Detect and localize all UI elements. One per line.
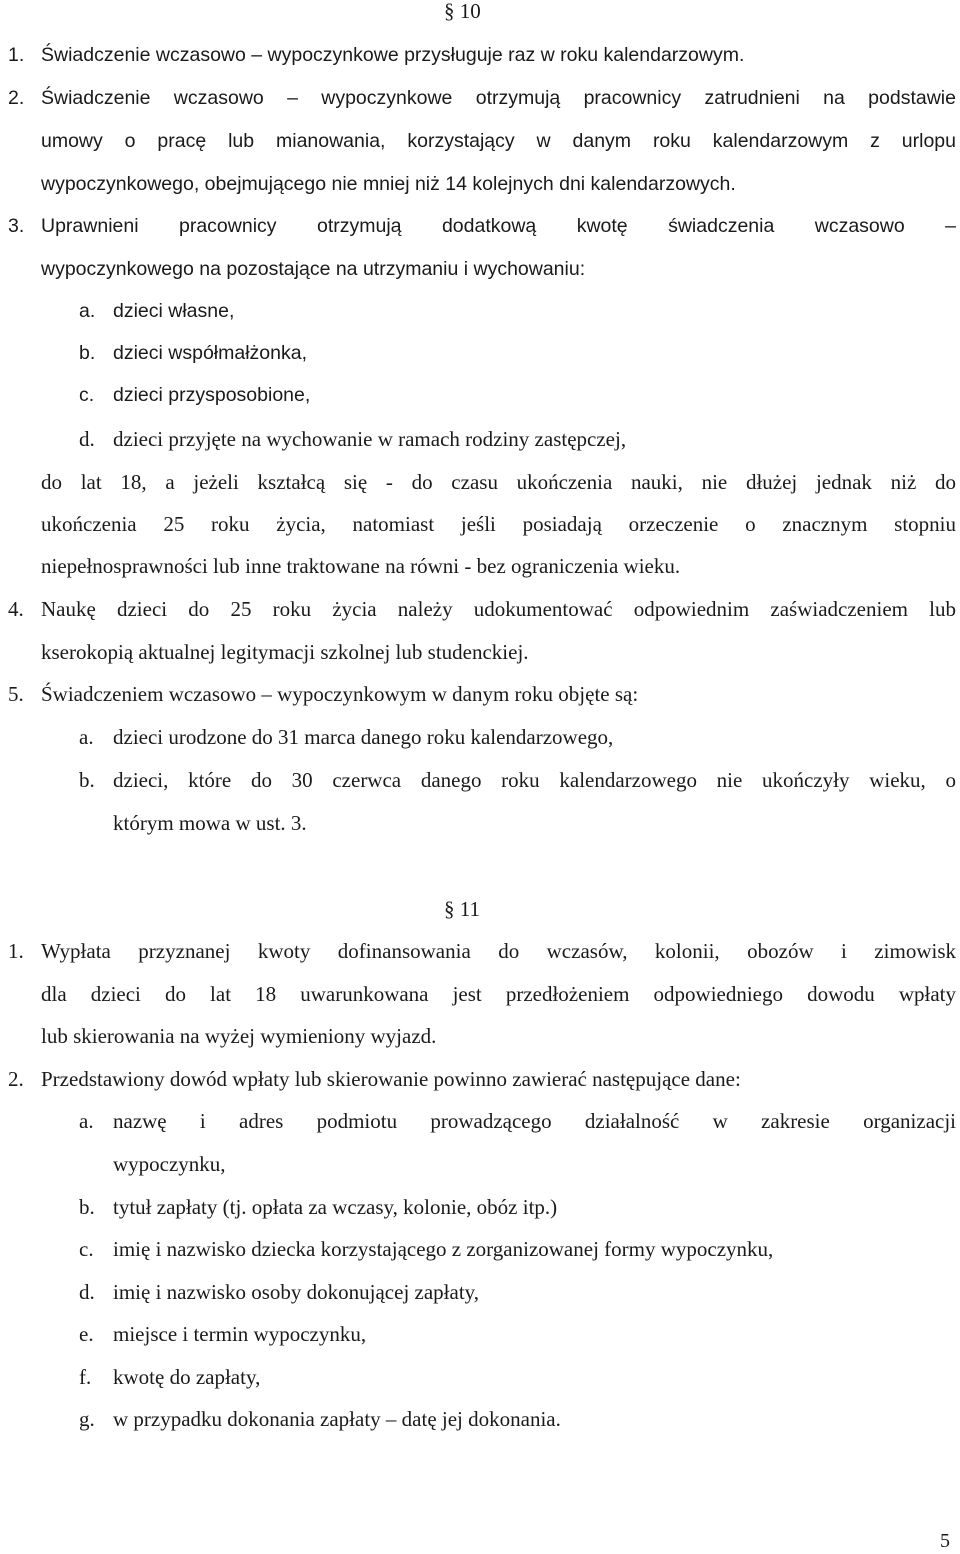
item-number: 4. [8,597,24,621]
subitem-letter: c. [79,384,95,406]
section-heading-11: § 11 [444,897,480,921]
subitem-text: dzieci przysposobione, [113,384,311,406]
subitem-text: dzieci urodzone do 31 marca danego roku kalendarzowego, [113,725,614,749]
item-number: 5. [8,682,24,706]
paragraph-line: ukończenia 25 roku życia, natomiast jeśli posiadają orzeczenie o znacznym stopniu [41,512,956,536]
paragraph-line: dla dzieci do lat 18 uwarunkowana jest przedłożeniem odpowiedniego dowodu wpłaty [41,982,956,1006]
paragraph-line: wypoczynkowego na pozostające na utrzymaniu i wychowaniu: [41,258,586,280]
subitem-text: kwotę do zapłaty, [113,1365,261,1389]
item-number: 3. [8,215,25,237]
subitem-letter: a. [79,725,94,749]
subitem-text: imię i nazwisko osoby dokonującej zapłaty, [113,1280,480,1304]
subitem-text: nazwę i adres podmiotu prowadzącego działalność w zakresie organizacji [113,1109,956,1133]
item-number: 1. [8,939,24,963]
item-number: 1. [8,44,25,66]
subitem-letter: b. [79,1195,95,1219]
subitem-text: którym mowa w ust. 3. [113,811,307,835]
paragraph-line: Świadczenie wczasowo – wypoczynkowe otrzymują pracownicy zatrudnieni na podstawie [41,87,956,109]
subitem-letter: d. [79,1280,95,1304]
paragraph-line: Wypłata przyznanej kwoty dofinansowania do wczasów, kolonii, obozów i zimowisk [41,939,956,963]
subitem-letter: g. [79,1407,95,1431]
paragraph-line: lub skierowania na wyżej wymieniony wyjazd. [41,1024,437,1048]
subitem-text: wypoczynku, [113,1152,226,1176]
subitem-letter: b. [79,768,95,792]
subitem-text: w przypadku dokonania zapłaty – datę jej dokonania. [113,1407,561,1431]
subitem-text: dzieci, które do 30 czerwca danego roku kalendarzowego nie ukończyły wieku, o [113,768,956,792]
paragraph-line: Uprawnieni pracownicy otrzymują dodatkową kwotę świadczenia wczasowo – [41,215,956,237]
subitem-letter: a. [79,1109,94,1133]
paragraph-line: Świadczeniem wczasowo – wypoczynkowym w danym roku objęte są: [41,682,639,706]
section-heading-10: § 10 [444,0,481,23]
paragraph-line: wypoczynkowego, obejmującego nie mniej niż 14 kolejnych dni kalendarzowych. [41,173,736,195]
subitem-letter: b. [79,342,96,364]
paragraph-line: niepełnosprawności lub inne traktowane na równi - bez ograniczenia wieku. [41,554,681,578]
subitem-text: imię i nazwisko dziecka korzystającego z zorganizowanej formy wypoczynku, [113,1237,774,1261]
subitem-letter: c. [79,1237,94,1261]
paragraph-line: umowy o pracę lub mianowania, korzystający w danym roku kalendarzowym z urlopu [41,130,956,152]
paragraph-line: Świadczenie wczasowo – wypoczynkowe przysługuje raz w roku kalendarzowym. [41,44,745,66]
subitem-text: tytuł zapłaty (tj. opłata za wczasy, kolonie, obóz itp.) [113,1195,558,1219]
subitem-text: dzieci przyjęte na wychowanie w ramach rodziny zastępczej, [113,427,627,451]
subitem-letter: a. [79,300,96,322]
subitem-text: dzieci współmałżonka, [113,342,308,364]
subitem-text: dzieci własne, [113,300,235,322]
item-number: 2. [8,87,25,109]
subitem-letter: e. [79,1322,94,1346]
item-number: 2. [8,1067,24,1091]
subitem-letter: d. [79,427,95,451]
paragraph-line: Naukę dzieci do 25 roku życia należy udokumentować odpowiednim zaświadczeniem lub [41,597,956,621]
page-number: 5 [940,1530,950,1552]
paragraph-line: do lat 18, a jeżeli kształcą się - do czasu ukończenia nauki, nie dłużej jednak niż do [41,470,956,494]
paragraph-line: Przedstawiony dowód wpłaty lub skierowanie powinno zawierać następujące dane: [41,1067,741,1091]
paragraph-line: kserokopią aktualnej legitymacji szkolnej lub studenckiej. [41,640,529,664]
subitem-text: miejsce i termin wypoczynku, [113,1322,367,1346]
subitem-letter: f. [79,1365,92,1389]
